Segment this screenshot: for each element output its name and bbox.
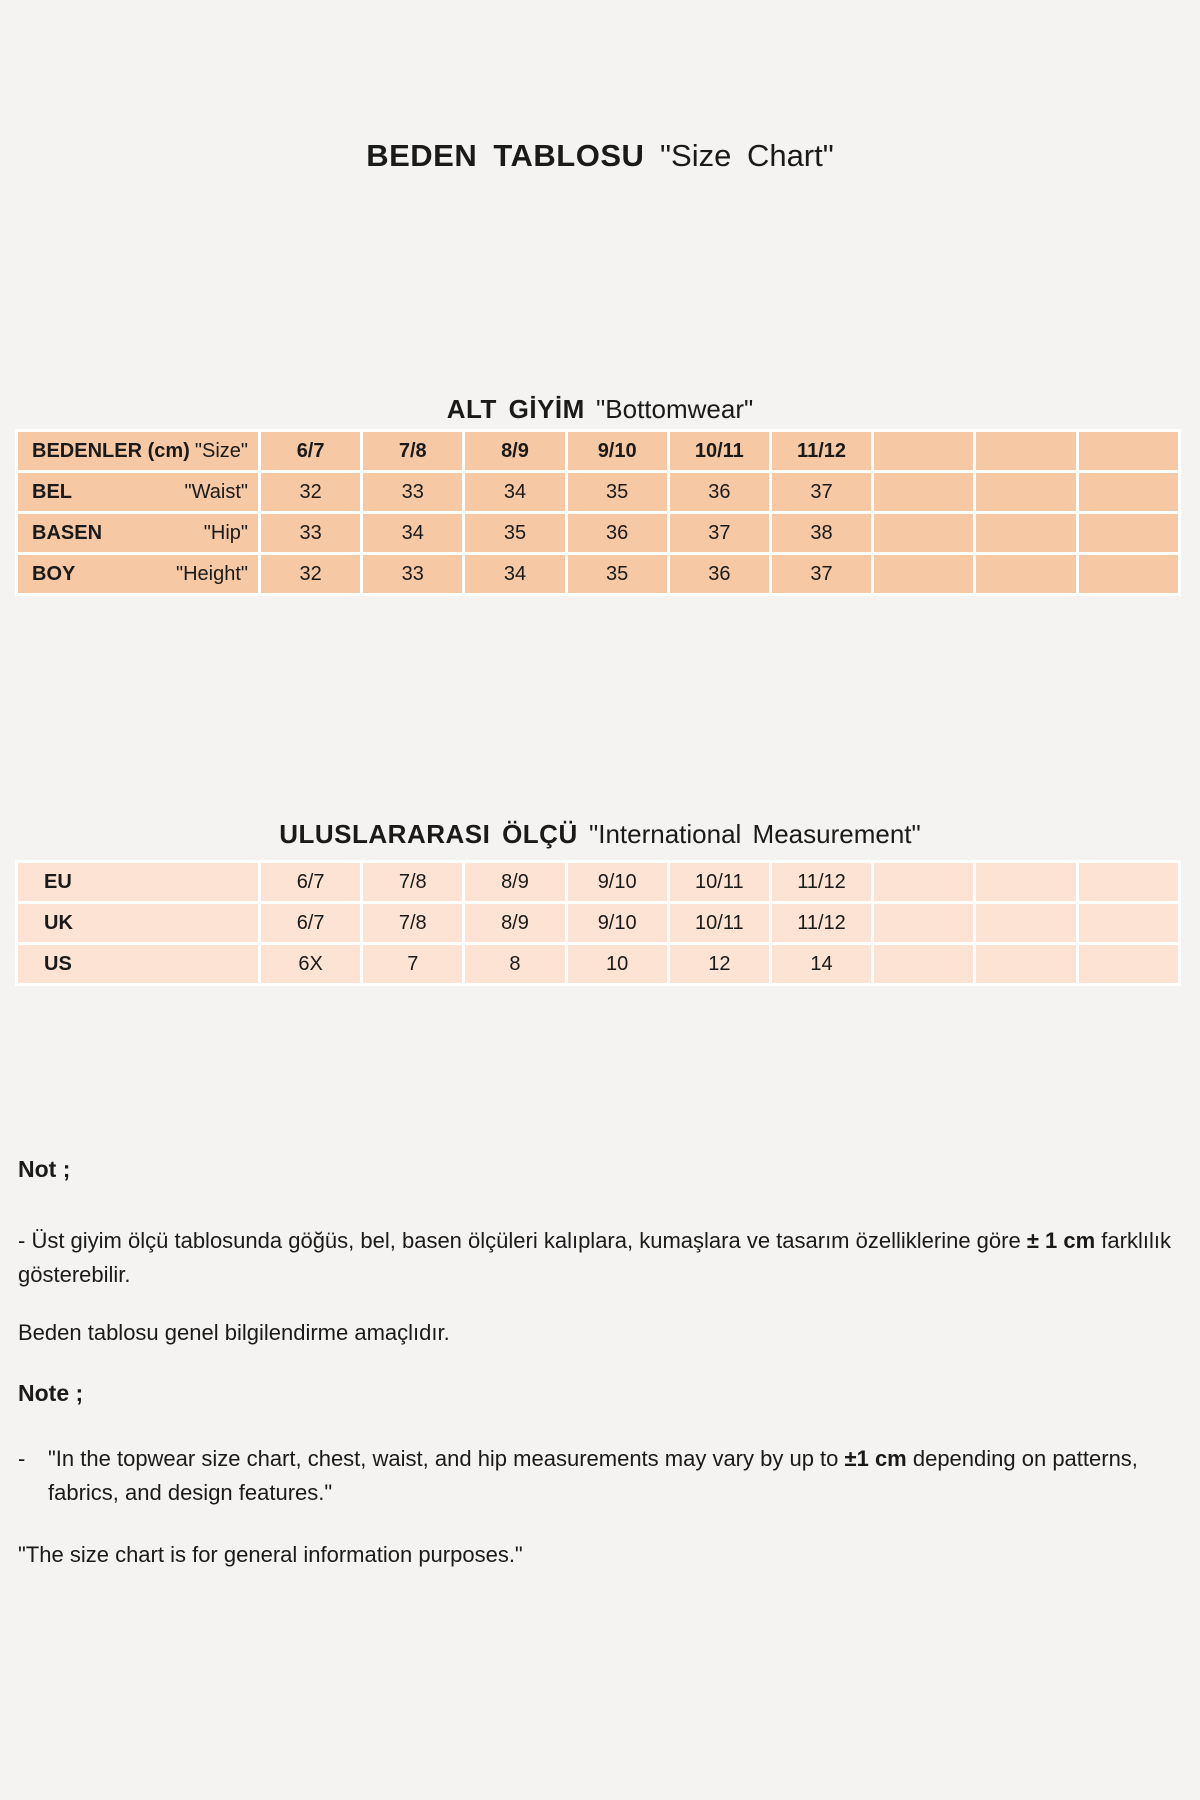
- value-cell: 10/11: [668, 431, 770, 472]
- table-header-row: [17, 431, 1180, 472]
- row-translation: "Hip": [203, 521, 248, 544]
- row-label: BEDENLER (cm): [32, 439, 190, 462]
- page-title-english: "Size Chart": [660, 138, 834, 173]
- value-cell: 33: [362, 554, 464, 595]
- table-row: [17, 903, 1180, 944]
- empty-cell: [975, 862, 1077, 903]
- value-cell: 7/8: [362, 862, 464, 903]
- row-label-cell: [17, 472, 260, 513]
- value-cell: 37: [668, 513, 770, 554]
- value-cell: 11/12: [770, 903, 872, 944]
- empty-cell: [873, 862, 975, 903]
- turkish-note-bullet: [18, 1224, 1185, 1292]
- turkish-note-text: - Üst giyim ölçü tablosunda göğüs, bel, basen ölçüleri kalıplara, kumaşlara ve tasarım özelliklerine göre: [18, 1228, 1027, 1253]
- value-cell: 7/8: [362, 431, 464, 472]
- english-note-bold-value: ±1 cm: [844, 1446, 907, 1471]
- bullet-dash: -: [18, 1446, 26, 1471]
- row-label: BOY: [32, 562, 76, 585]
- row-label-cell: [17, 903, 260, 944]
- bottomwear-heading-english: "Bottomwear": [596, 394, 754, 424]
- row-label: US: [44, 952, 72, 975]
- value-cell: 8: [464, 944, 566, 985]
- value-cell: 10/11: [668, 903, 770, 944]
- empty-cell: [975, 944, 1077, 985]
- empty-cell: [873, 554, 975, 595]
- value-cell: 8/9: [464, 903, 566, 944]
- value-cell: 6/7: [260, 431, 362, 472]
- empty-cell: [975, 431, 1077, 472]
- notes-section: [18, 1152, 1185, 1572]
- english-note-body: [48, 1442, 1185, 1510]
- turkish-note-line2: Beden tablosu genel bilgilendirme amaçlıdır.: [18, 1320, 450, 1345]
- value-cell: 34: [464, 554, 566, 595]
- row-translation: "Height": [175, 562, 248, 585]
- empty-cell: [975, 513, 1077, 554]
- empty-cell: [975, 472, 1077, 513]
- value-cell: 32: [260, 472, 362, 513]
- value-cell: 6X: [260, 944, 362, 985]
- empty-cell: [975, 554, 1077, 595]
- bottomwear-section-heading: [0, 394, 1200, 425]
- value-cell: 7/8: [362, 903, 464, 944]
- empty-cell: [1077, 472, 1179, 513]
- value-cell: 38: [770, 513, 872, 554]
- value-cell: 35: [566, 472, 668, 513]
- table-row: [17, 472, 1180, 513]
- empty-cell: [1077, 513, 1179, 554]
- turkish-note-text-end: farklılık gösterebilir.: [18, 1228, 1171, 1287]
- turkish-note-bold-value: ± 1 cm: [1026, 1228, 1096, 1253]
- value-cell: 11/12: [770, 862, 872, 903]
- table-row: [17, 554, 1180, 595]
- empty-cell: [1077, 862, 1179, 903]
- value-cell: 33: [362, 472, 464, 513]
- value-cell: 37: [770, 554, 872, 595]
- value-cell: 34: [464, 472, 566, 513]
- value-cell: 6/7: [260, 903, 362, 944]
- international-heading-english: "International Measurement": [588, 819, 921, 849]
- international-heading-turkish: ULUSLARARASI ÖLÇÜ: [279, 819, 578, 849]
- value-cell: 35: [464, 513, 566, 554]
- value-cell: 9/10: [566, 431, 668, 472]
- row-label: EU: [44, 870, 72, 893]
- value-cell: 34: [362, 513, 464, 554]
- value-cell: 10/11: [668, 862, 770, 903]
- empty-cell: [1077, 903, 1179, 944]
- value-cell: 33: [260, 513, 362, 554]
- value-cell: 9/10: [566, 862, 668, 903]
- international-section-heading: [0, 819, 1200, 850]
- english-note-line2: "The size chart is for general information purposes.": [18, 1542, 523, 1567]
- empty-cell: [873, 944, 975, 985]
- row-label: BASEN: [32, 521, 103, 544]
- empty-cell: [1077, 431, 1179, 472]
- value-cell: 32: [260, 554, 362, 595]
- value-cell: 10: [566, 944, 668, 985]
- english-note-text: "In the topwear size chart, chest, waist, and hip measurements may vary by up to: [48, 1446, 845, 1471]
- value-cell: 8/9: [464, 862, 566, 903]
- row-label-cell: [17, 944, 260, 985]
- row-label-cell: [17, 862, 260, 903]
- value-cell: 7: [362, 944, 464, 985]
- value-cell: 35: [566, 554, 668, 595]
- bottomwear-heading-turkish: ALT GİYİM: [446, 394, 585, 424]
- page-title-turkish: BEDEN TABLOSU: [366, 138, 645, 173]
- note-heading-turkish: Not ;: [18, 1156, 71, 1182]
- value-cell: 37: [770, 472, 872, 513]
- row-label: BEL: [32, 480, 72, 503]
- value-cell: 36: [668, 554, 770, 595]
- value-cell: 14: [770, 944, 872, 985]
- table-row: [17, 944, 1180, 985]
- empty-cell: [873, 472, 975, 513]
- page-title: [0, 138, 1200, 174]
- value-cell: 6/7: [260, 862, 362, 903]
- value-cell: 36: [566, 513, 668, 554]
- empty-cell: [1077, 554, 1179, 595]
- empty-cell: [873, 903, 975, 944]
- value-cell: 8/9: [464, 431, 566, 472]
- row-label-cell: [17, 513, 260, 554]
- row-translation: "Waist": [184, 480, 248, 503]
- empty-cell: [873, 513, 975, 554]
- table-row: [17, 862, 1180, 903]
- table-row: [17, 513, 1180, 554]
- value-cell: 9/10: [566, 903, 668, 944]
- bottomwear-size-table: [15, 429, 1181, 596]
- empty-cell: [975, 903, 1077, 944]
- value-cell: 12: [668, 944, 770, 985]
- row-label-cell: [17, 554, 260, 595]
- value-cell: 36: [668, 472, 770, 513]
- english-note-bullet: [18, 1442, 1185, 1510]
- row-label: UK: [44, 911, 73, 934]
- international-size-table: [15, 860, 1181, 986]
- english-note-text-end: depending on patterns, fabrics, and design features.": [48, 1446, 1138, 1505]
- empty-cell: [1077, 944, 1179, 985]
- empty-cell: [873, 431, 975, 472]
- row-translation: "Size": [194, 439, 248, 462]
- row-label-cell: [17, 431, 260, 472]
- note-heading-english: Note ;: [18, 1380, 84, 1406]
- value-cell: 11/12: [770, 431, 872, 472]
